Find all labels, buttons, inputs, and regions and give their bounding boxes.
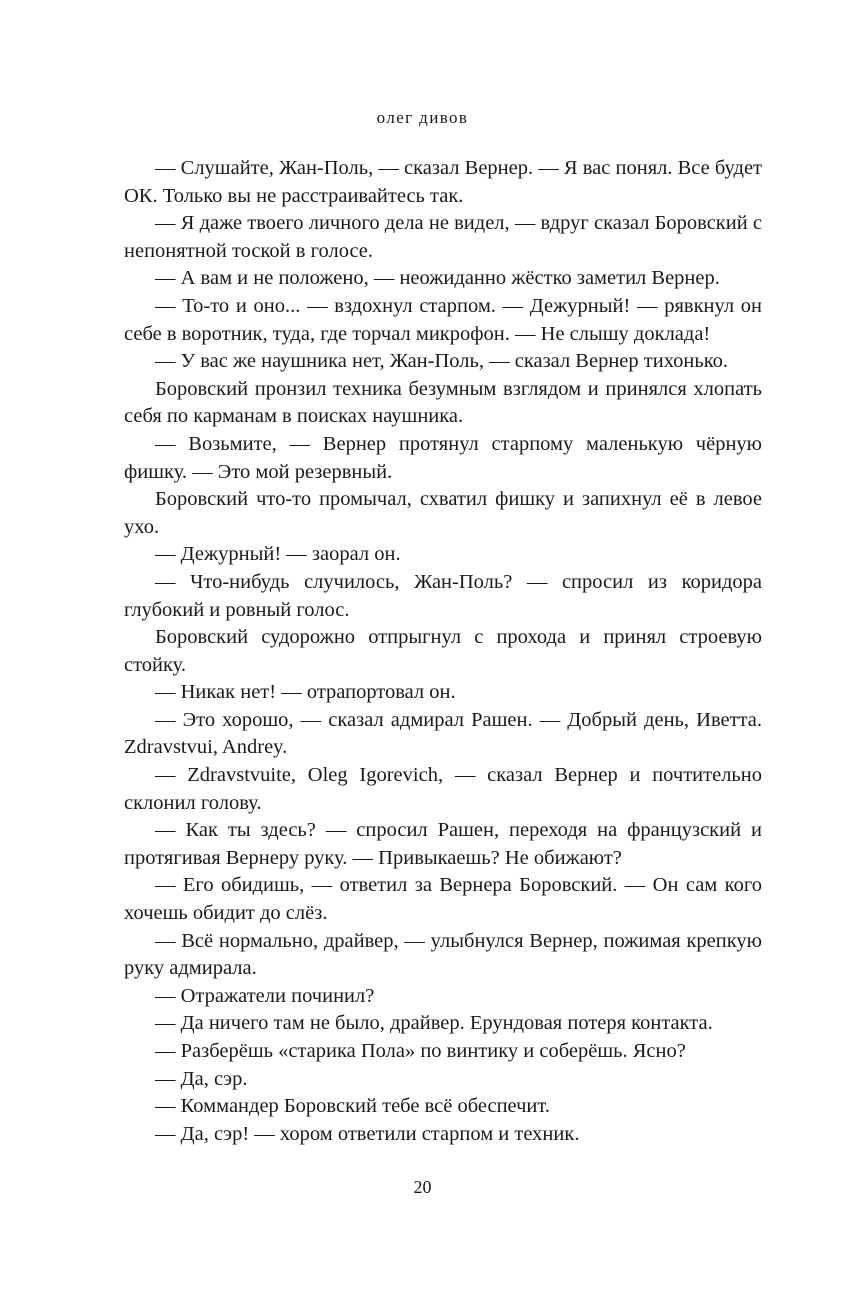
- paragraph: — Дежурный! — заорал он.: [155, 543, 401, 566]
- running-header: олег дивов: [376, 108, 469, 127]
- paragraph: — Это хорошо, — сказал адмирал Рашен. — Добрый день, Иветта. Zdravstvui, Andrey.: [124, 708, 762, 759]
- paragraph: — Да, сэр! — хором ответили старпом и техник.: [155, 1122, 580, 1145]
- paragraph: — Слушайте, Жан-Поль, — сказал Вернер. — Я вас понял. Все будет ОК. Только вы не расстраивайтесь так.: [124, 157, 762, 207]
- paragraph: Боровский пронзил техника безумным взглядом и принялся хлопать себя по карманам в поисках наушника.: [124, 377, 762, 428]
- paragraph: — Его обидишь, — ответил за Вернера Боровский. — Он сам кого хочешь обидит до слёз.: [124, 874, 762, 925]
- paragraph: — У вас же наушника нет, Жан-Поль, — сказал Вернер тихонько.: [155, 350, 729, 373]
- paragraph: — Возьмите, — Вернер протянул старпому маленькую чёрную фишку. — Это мой резервный.: [124, 432, 762, 483]
- paragraph: Боровский что-то промычал, схватил фишку и запихнул её в левое ухо.: [124, 488, 762, 538]
- paragraph: — Никак нет! — отрапортовал он.: [155, 681, 456, 704]
- paragraph: — Отражатели починил?: [155, 984, 375, 1007]
- paragraph: — Что-нибудь случилось, Жан-Поль? — спросил из коридора глубокий и ровный голос.: [124, 570, 762, 621]
- paragraph: — Да, сэр.: [155, 1067, 248, 1090]
- paragraph: — Я даже твоего личного дела не видел, — вдруг сказал Боровский с непонятной тоской в голосе.: [124, 212, 762, 262]
- paragraph: Боровский судорожно отпрыгнул с прохода и принял строевую стойку.: [124, 626, 762, 676]
- paragraph: — Коммандер Боровский тебе всё обеспечит.: [155, 1095, 550, 1118]
- paragraph: — Разберёшь «старика Пола» по винтику и соберёшь. Ясно?: [155, 1040, 686, 1062]
- paragraph: — Как ты здесь? — спросил Рашен, переходя на французский и протягивая Вернеру руку. — Привыкаешь? Не обижают?: [124, 819, 762, 869]
- paragraph: — То-то и оно... — вздохнул старпом. — Дежурный! — рявкнул он себе в воротник, туда, где торчал микрофон. — Не слышу доклада!: [124, 294, 762, 345]
- paragraph: — Всё нормально, драйвер, — улыбнулся Вернер, пожимая крепкую руку адмирала.: [124, 929, 762, 980]
- body-text: [124, 155, 762, 1148]
- page-number: 20: [413, 1177, 432, 1197]
- paragraph: — А вам и не положено, — неожиданно жёстко заметил Вернер.: [155, 267, 720, 290]
- paragraph: — Zdravstvuite, Oleg Igorevich, — сказал Вернер и почтительно склонил голову.: [124, 764, 762, 814]
- paragraph: — Да ничего там не было, драйвер. Ерундовая потеря контакта.: [155, 1012, 713, 1035]
